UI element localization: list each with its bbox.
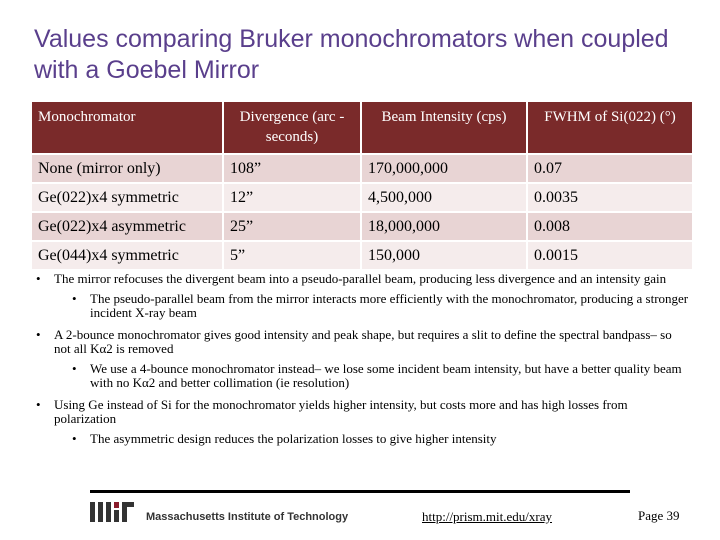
- cell-intensity: 4,500,000: [362, 184, 526, 211]
- sub-bullet-item: [30, 432, 690, 446]
- slide-title: Values comparing Bruker monochromators when coupled with a Goebel Mirror: [34, 25, 669, 84]
- bullet-text: Using Ge instead of Si for the monochromator yields higher intensity, but costs more and has high losses from polarization: [54, 397, 628, 426]
- bullet-text: A 2-bounce monochromator gives good intensity and peak shape, but requires a slit to define the spectral bandpass– so not all Kα2 is removed: [54, 327, 672, 356]
- table-row: [32, 155, 692, 182]
- table-row: [32, 213, 692, 240]
- header-beam-intensity: Beam Intensity (cps): [362, 102, 526, 153]
- cell-fwhm: 0.07: [528, 155, 692, 182]
- sub-bullet-item: [30, 362, 690, 390]
- cell-monochromator: Ge(022)x4 symmetric: [32, 184, 222, 211]
- cell-intensity: 150,000: [362, 242, 526, 269]
- cell-divergence: 12”: [224, 184, 360, 211]
- bullet-text: The mirror refocuses the divergent beam into a pseudo-parallel beam, producing less divergence and an intensity gain: [54, 271, 667, 286]
- cell-intensity: 18,000,000: [362, 213, 526, 240]
- bullet-dot-icon: •: [72, 431, 77, 446]
- bullet-dot-icon: •: [36, 327, 41, 342]
- cell-fwhm: 0.0035: [528, 184, 692, 211]
- header-divergence: Divergence (arc -seconds): [224, 102, 360, 153]
- cell-divergence: 5”: [224, 242, 360, 269]
- table-row: [32, 184, 692, 211]
- table-row: [32, 242, 692, 269]
- bullet-item: [30, 328, 690, 356]
- bullet-text: The asymmetric design reduces the polarization losses to give higher intensity: [90, 431, 497, 446]
- bullet-dot-icon: •: [36, 397, 41, 412]
- bullet-item: [30, 272, 690, 286]
- cell-monochromator: Ge(022)x4 asymmetric: [32, 213, 222, 240]
- header-monochromator: Monochromator: [32, 102, 222, 153]
- footer-divider: [90, 490, 630, 493]
- cell-monochromator: Ge(044)x4 symmetric: [32, 242, 222, 269]
- bullet-item: [30, 398, 690, 426]
- bullet-dot-icon: •: [72, 291, 77, 306]
- sub-bullet-item: [30, 292, 690, 320]
- bullet-dot-icon: •: [36, 271, 41, 286]
- page-number: Page 39: [638, 508, 680, 523]
- header-fwhm: FWHM of Si(022) (°): [528, 102, 692, 153]
- bullet-text: The pseudo-parallel beam from the mirror interacts more efficiently with the monochromator, producing a stronger incident X-ray beam: [90, 291, 689, 320]
- cell-monochromator: None (mirror only): [32, 155, 222, 182]
- bullet-list: [30, 272, 690, 454]
- cell-fwhm: 0.008: [528, 213, 692, 240]
- comparison-table: [30, 100, 694, 271]
- bullet-dot-icon: •: [72, 361, 77, 376]
- bullet-text: We use a 4-bounce monochromator instead– we lose some incident beam intensity, but have a better quality beam with no Kα2 and better collimation (ie resolution): [90, 361, 682, 390]
- cell-divergence: 108”: [224, 155, 360, 182]
- cell-divergence: 25”: [224, 213, 360, 240]
- cell-fwhm: 0.0015: [528, 242, 692, 269]
- institute-name: Massachusetts Institute of Technology: [146, 511, 349, 523]
- cell-intensity: 170,000,000: [362, 155, 526, 182]
- table-header-row: [32, 102, 692, 153]
- footer-url-link[interactable]: http://prism.mit.edu/xray: [422, 509, 552, 524]
